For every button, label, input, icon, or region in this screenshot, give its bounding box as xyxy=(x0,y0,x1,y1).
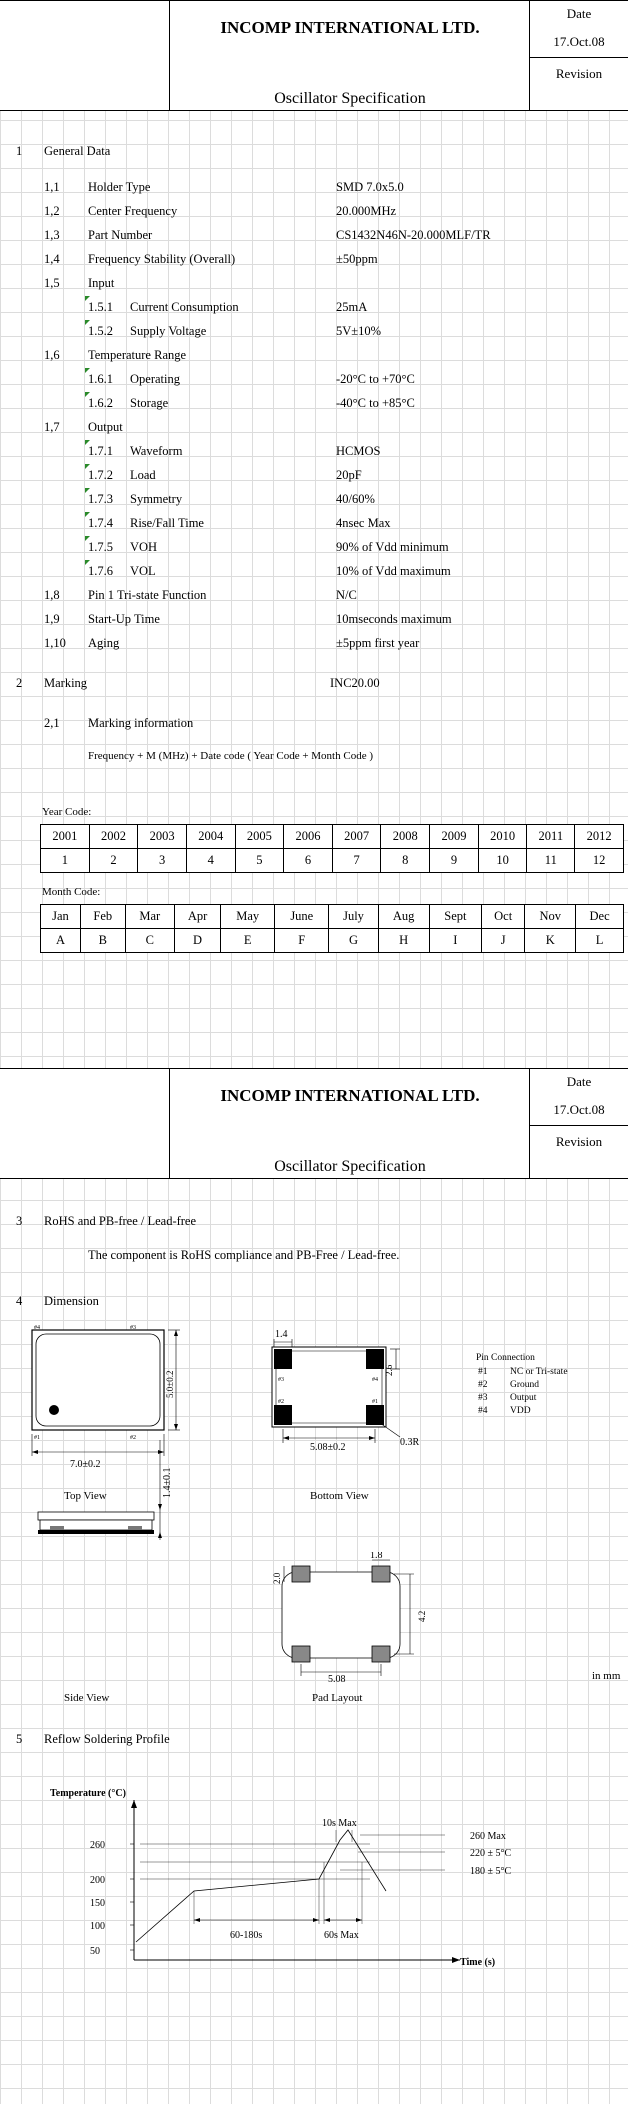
year-code-cell: 8 xyxy=(381,849,430,873)
month-cell: Nov xyxy=(525,905,576,929)
section-number: 1 xyxy=(16,144,23,158)
year-code-cell: 5 xyxy=(235,849,284,873)
year-code-table xyxy=(40,824,624,873)
annot-180: 180 ± 5°C xyxy=(470,1866,512,1877)
annot-260max: 260 Max xyxy=(470,1831,506,1842)
year-code-cell: 10 xyxy=(478,849,527,873)
year-cell: 2001 xyxy=(41,825,90,849)
year-code-cell: 3 xyxy=(138,849,187,873)
item-number: 1.5.2 xyxy=(88,324,113,338)
year-code-label: Year Code: xyxy=(42,806,92,818)
bottom-pad-2 xyxy=(274,1405,292,1425)
unit-note: in mm xyxy=(592,1670,621,1682)
month-code-cell: L xyxy=(576,929,624,953)
item-value: 20pF xyxy=(336,468,362,482)
pin-number: #3 xyxy=(478,1393,488,1403)
section-title: General Data xyxy=(44,144,111,158)
annot-220: 220 ± 5°C xyxy=(470,1848,512,1859)
month-code-cell: G xyxy=(329,929,378,953)
year-code-cell: 12 xyxy=(575,849,624,873)
year-cell: 2012 xyxy=(575,825,624,849)
item-value: HCMOS xyxy=(336,444,381,458)
top-view-width-dim: 7.0±0.2 xyxy=(70,1459,101,1470)
item-value: 5V±10% xyxy=(336,324,382,338)
document-title: Oscillator Specification xyxy=(274,90,426,107)
y-tick-label: 150 xyxy=(90,1898,105,1909)
item-label: VOH xyxy=(130,540,158,554)
item-label: Rise/Fall Time xyxy=(130,516,204,530)
item-value: 25mA xyxy=(336,300,368,314)
bottom-radius-dim: 0.3R xyxy=(400,1437,420,1448)
item-number: 1.6.1 xyxy=(88,372,113,386)
item-value: ±50ppm xyxy=(336,252,378,266)
y-tick-label: 200 xyxy=(90,1875,105,1886)
pad-layout-drawing xyxy=(260,1552,440,1682)
month-code-table xyxy=(40,904,624,953)
section-number: 2 xyxy=(16,676,23,690)
sub-number: 2,1 xyxy=(44,716,60,730)
item-label: Aging xyxy=(88,636,120,650)
item-value: ±5ppm first year xyxy=(336,636,420,650)
pad-bottom-right xyxy=(372,1646,390,1662)
item-number: 1.7.2 xyxy=(88,468,113,482)
section-number: 5 xyxy=(16,1732,23,1746)
date-label: Date xyxy=(566,1074,592,1089)
item-number: 1,1 xyxy=(44,180,60,194)
month-code-label: Month Code: xyxy=(42,886,101,898)
item-number: 1,5 xyxy=(44,276,60,290)
month-code-cell: E xyxy=(221,929,275,953)
item-label: Load xyxy=(130,468,156,482)
year-cell: 2011 xyxy=(527,825,575,849)
year-row xyxy=(41,825,624,849)
month-cell: Sept xyxy=(429,905,482,929)
section-number: 4 xyxy=(16,1294,23,1308)
year-cell: 2005 xyxy=(235,825,284,849)
month-code-cell: D xyxy=(174,929,220,953)
bottom-pad-4 xyxy=(366,1349,384,1369)
revision-label: Revision xyxy=(555,66,603,81)
item-value: 20.000MHz xyxy=(336,204,397,218)
month-cell: Feb xyxy=(80,905,125,929)
bottom-pin-label-3: #3 xyxy=(278,1377,284,1383)
item-label: Temperature Range xyxy=(88,348,187,362)
month-cell: Mar xyxy=(125,905,174,929)
item-number: 1.6.2 xyxy=(88,396,113,410)
page2-header xyxy=(0,1068,628,1178)
bottom-pad-1 xyxy=(366,1405,384,1425)
document-title: Oscillator Specification xyxy=(274,1158,426,1175)
pin-number: #2 xyxy=(478,1380,488,1390)
item-number: 1,3 xyxy=(44,228,60,242)
item-label: Supply Voltage xyxy=(130,324,207,338)
year-code-cell: 2 xyxy=(89,849,138,873)
date-value: 17.Oct.08 xyxy=(553,1102,605,1117)
top-pin-label-1: #1 xyxy=(34,1435,40,1441)
year-cell: 2007 xyxy=(332,825,381,849)
year-code-cell: 7 xyxy=(332,849,381,873)
year-code-row xyxy=(41,849,624,873)
revision-label: Revision xyxy=(555,1134,603,1149)
item-value: 90% of Vdd minimum xyxy=(336,540,449,554)
top-view-caption: Top View xyxy=(64,1490,107,1502)
bottom-pin-label-2: #2 xyxy=(278,1399,284,1405)
pad-top-right xyxy=(372,1566,390,1582)
item-label: Waveform xyxy=(130,444,183,458)
y-tick-label: 50 xyxy=(90,1946,100,1957)
rohs-statement: The component is RoHS compliance and PB-Free / Lead-free. xyxy=(88,1248,400,1262)
pad-layout-caption: Pad Layout xyxy=(312,1692,363,1704)
month-code-cell: F xyxy=(275,929,329,953)
year-cell: 2004 xyxy=(186,825,235,849)
top-pin-label-2: #2 xyxy=(130,1435,136,1441)
item-number: 1,7 xyxy=(44,420,60,434)
reflow-profile-chart xyxy=(40,1780,580,1970)
month-code-cell: H xyxy=(378,929,429,953)
item-label: Input xyxy=(88,276,115,290)
month-code-cell: C xyxy=(125,929,174,953)
item-label: Pin 1 Tri-state Function xyxy=(88,588,207,602)
bottom-pin-label-1: #1 xyxy=(372,1399,378,1405)
marking-value: INC20.00 xyxy=(330,676,380,690)
section-title: RoHS and PB-free / Lead-free xyxy=(44,1214,197,1228)
month-code-row xyxy=(41,929,624,953)
year-cell: 2008 xyxy=(381,825,430,849)
item-value: -40°C to +85°C xyxy=(336,396,415,410)
pin-number: #1 xyxy=(478,1367,488,1377)
year-code-cell: 11 xyxy=(527,849,575,873)
month-cell: Aug xyxy=(378,905,429,929)
item-number: 1,9 xyxy=(44,612,60,626)
side-view-caption: Side View xyxy=(64,1692,110,1704)
pin-connection-title: Pin Connection xyxy=(476,1353,535,1363)
year-cell: 2002 xyxy=(89,825,138,849)
month-code-cell: J xyxy=(482,929,525,953)
pad-width-dim: 1.8 xyxy=(370,1552,383,1561)
year-cell: 2006 xyxy=(284,825,333,849)
pin-function: NC or Tri-state xyxy=(510,1367,568,1377)
marking-formula: Frequency + M (MHz) + Date code ( Year Code + Month Code ) xyxy=(88,750,373,762)
month-cell: Jan xyxy=(41,905,81,929)
year-code-cell: 1 xyxy=(41,849,90,873)
item-number: 1.7.6 xyxy=(88,564,113,578)
item-value: 10% of Vdd maximum xyxy=(336,564,451,578)
year-cell: 2009 xyxy=(430,825,479,849)
item-number: 1.7.3 xyxy=(88,492,113,506)
chart-xlabel: Time (s) xyxy=(460,1957,496,1968)
section-title: Dimension xyxy=(44,1294,99,1308)
chart-ylabel: Temperature (°C) xyxy=(50,1788,126,1799)
item-number: 1.7.4 xyxy=(88,516,113,530)
item-value: 40/60% xyxy=(336,492,375,506)
item-number: 1,8 xyxy=(44,588,60,602)
top-pin-label-3: #3 xyxy=(130,1325,136,1331)
pad-bottom-left xyxy=(292,1646,310,1662)
year-code-cell: 6 xyxy=(284,849,333,873)
item-label: Frequency Stability (Overall) xyxy=(88,252,236,266)
side-view-drawing xyxy=(20,1440,180,1550)
item-label: Center Frequency xyxy=(88,204,178,218)
item-value: SMD 7.0x5.0 xyxy=(336,180,404,194)
year-code-cell: 4 xyxy=(186,849,235,873)
item-label: Output xyxy=(88,420,123,434)
pin-function: Output xyxy=(510,1393,537,1403)
bottom-pin-label-4: #4 xyxy=(372,1377,378,1383)
bottom-view-drawing xyxy=(250,1325,440,1465)
bottom-pad-3 xyxy=(274,1349,292,1369)
sub-title: Marking information xyxy=(88,716,194,730)
item-value: -20°C to +70°C xyxy=(336,372,415,386)
month-code-cell: I xyxy=(429,929,482,953)
annot-60s-max: 60s Max xyxy=(324,1930,359,1941)
pad-pitch-dim: 5.08 xyxy=(328,1674,346,1682)
pad-vertical-dim: 4.2 xyxy=(417,1610,427,1622)
pin-function: Ground xyxy=(510,1380,540,1390)
bottom-pad-width-dim: 1.4 xyxy=(275,1329,288,1340)
item-number: 1,10 xyxy=(44,636,66,650)
month-cell: Dec xyxy=(576,905,624,929)
pad-top-left xyxy=(292,1566,310,1582)
item-number: 1,2 xyxy=(44,204,60,218)
y-tick-label: 100 xyxy=(90,1921,105,1932)
item-number: 1.7.1 xyxy=(88,444,113,458)
item-number: 1,6 xyxy=(44,348,60,362)
item-value: 10mseconds maximum xyxy=(336,612,452,626)
item-label: Storage xyxy=(130,396,169,410)
page1-header xyxy=(0,0,628,110)
month-code-cell: B xyxy=(80,929,125,953)
item-label: Start-Up Time xyxy=(88,612,160,626)
item-value: N/C xyxy=(336,588,357,602)
annot-60-180s: 60-180s xyxy=(230,1930,263,1941)
item-number: 1.7.5 xyxy=(88,540,113,554)
annot-10s-max: 10s Max xyxy=(322,1818,357,1829)
item-label: Part Number xyxy=(88,228,153,242)
pin-function: VDD xyxy=(510,1406,531,1416)
section-title: Marking xyxy=(44,676,88,690)
month-code-cell: K xyxy=(525,929,576,953)
pad-height-dim: 2.0 xyxy=(272,1572,282,1584)
year-code-cell: 9 xyxy=(430,849,479,873)
pin1-marker-dot xyxy=(49,1405,59,1415)
item-label: Operating xyxy=(130,372,180,386)
date-value: 17.Oct.08 xyxy=(553,34,605,49)
y-tick-label: 260 xyxy=(90,1840,105,1851)
pin-number: #4 xyxy=(478,1406,488,1416)
top-view-height-dim: 5.0±0.2 xyxy=(165,1370,175,1398)
month-cell: July xyxy=(329,905,378,929)
top-pin-label-4: #4 xyxy=(34,1325,40,1331)
section-title: Reflow Soldering Profile xyxy=(44,1732,170,1746)
item-label: Holder Type xyxy=(88,180,151,194)
reflow-profile-line xyxy=(136,1830,386,1942)
item-number: 1.5.1 xyxy=(88,300,113,314)
month-cell: Apr xyxy=(174,905,220,929)
bottom-pad-height-dim: 2.6 xyxy=(384,1364,394,1376)
bottom-pitch-dim: 5.08±0.2 xyxy=(310,1442,346,1453)
date-label: Date xyxy=(566,6,592,21)
year-cell: 2010 xyxy=(478,825,527,849)
month-cell: May xyxy=(221,905,275,929)
section-number: 3 xyxy=(16,1214,23,1228)
item-value: CS1432N46N-20.000MLF/TR xyxy=(336,228,491,242)
company-name: INCOMP INTERNATIONAL LTD. xyxy=(220,1086,480,1105)
item-value: 4nsec Max xyxy=(336,516,391,530)
year-cell: 2003 xyxy=(138,825,187,849)
item-label: VOL xyxy=(130,564,156,578)
month-cell: June xyxy=(275,905,329,929)
month-cell: Oct xyxy=(482,905,525,929)
item-label: Current Consumption xyxy=(130,300,239,314)
side-view-height-dim: 1.4±0.1 xyxy=(162,1467,173,1498)
month-row xyxy=(41,905,624,929)
month-code-cell: A xyxy=(41,929,81,953)
item-label: Symmetry xyxy=(130,492,183,506)
bottom-view-caption: Bottom View xyxy=(310,1490,369,1502)
company-name: INCOMP INTERNATIONAL LTD. xyxy=(220,18,480,37)
item-number: 1,4 xyxy=(44,252,60,266)
